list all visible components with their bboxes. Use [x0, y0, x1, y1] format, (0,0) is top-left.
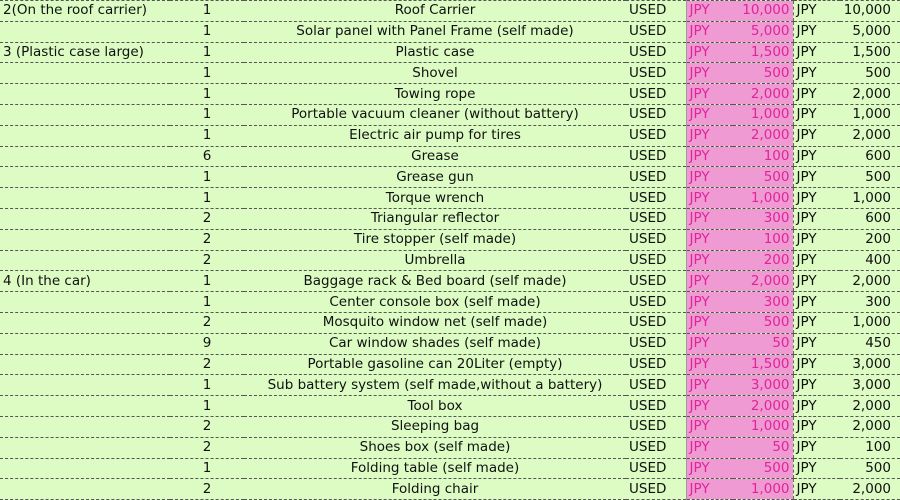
table-row	[0, 104, 900, 125]
table-row	[0, 84, 900, 105]
quantity-cell: 1	[170, 1, 244, 22]
total-amount-cell: 1,000	[840, 188, 900, 209]
total-currency-cell: JPY	[793, 437, 840, 458]
unit-price-cell: 500	[733, 63, 793, 84]
unit-price-currency-cell: JPY	[686, 208, 733, 229]
table-row	[0, 250, 900, 271]
table-row	[0, 271, 900, 292]
total-currency-cell: JPY	[793, 292, 840, 313]
unit-price-cell: 1,000	[733, 104, 793, 125]
condition-cell: USED	[626, 63, 686, 84]
category-cell	[0, 104, 170, 125]
total-currency-cell: JPY	[793, 229, 840, 250]
inventory-rows	[0, 1, 900, 500]
quantity-cell: 1	[170, 188, 244, 209]
condition-cell: USED	[626, 167, 686, 188]
unit-price-currency-cell: JPY	[686, 333, 733, 354]
quantity-cell: 2	[170, 437, 244, 458]
unit-price-currency-cell: JPY	[686, 84, 733, 105]
unit-price-cell: 10,000	[733, 1, 793, 22]
table-row	[0, 416, 900, 437]
item-name-cell: Mosquito window net (self made)	[244, 312, 626, 333]
table-row	[0, 458, 900, 479]
condition-cell: USED	[626, 229, 686, 250]
item-name-cell: Sleeping bag	[244, 416, 626, 437]
quantity-cell: 1	[170, 167, 244, 188]
total-currency-cell: JPY	[793, 42, 840, 63]
total-amount-cell: 1,000	[840, 104, 900, 125]
quantity-cell: 1	[170, 125, 244, 146]
category-cell: 3 (Plastic case large)	[0, 42, 170, 63]
category-cell: 4 (In the car)	[0, 271, 170, 292]
category-cell	[0, 250, 170, 271]
condition-cell: USED	[626, 1, 686, 22]
category-cell	[0, 312, 170, 333]
total-amount-cell: 2,000	[840, 271, 900, 292]
item-name-cell: Roof Carrier	[244, 1, 626, 22]
condition-cell: USED	[626, 375, 686, 396]
unit-price-currency-cell: JPY	[686, 188, 733, 209]
quantity-cell: 2	[170, 416, 244, 437]
quantity-cell: 1	[170, 271, 244, 292]
item-name-cell: Folding chair	[244, 479, 626, 500]
quantity-cell: 2	[170, 229, 244, 250]
category-cell	[0, 375, 170, 396]
unit-price-cell: 5,000	[733, 21, 793, 42]
unit-price-currency-cell: JPY	[686, 104, 733, 125]
item-name-cell: Portable gasoline can 20Liter (empty)	[244, 354, 626, 375]
category-cell	[0, 146, 170, 167]
table-row	[0, 42, 900, 63]
unit-price-cell: 500	[733, 458, 793, 479]
total-currency-cell: JPY	[793, 375, 840, 396]
table-row	[0, 1, 900, 22]
total-currency-cell: JPY	[793, 250, 840, 271]
unit-price-cell: 300	[733, 292, 793, 313]
total-amount-cell: 300	[840, 292, 900, 313]
unit-price-cell: 100	[733, 146, 793, 167]
unit-price-currency-cell: JPY	[686, 125, 733, 146]
item-name-cell: Torque wrench	[244, 188, 626, 209]
total-currency-cell: JPY	[793, 271, 840, 292]
category-cell	[0, 229, 170, 250]
table-row	[0, 229, 900, 250]
total-amount-cell: 500	[840, 167, 900, 188]
category-cell	[0, 292, 170, 313]
category-cell	[0, 479, 170, 500]
item-name-cell: Solar panel with Panel Frame (self made)	[244, 21, 626, 42]
unit-price-cell: 2,000	[733, 396, 793, 417]
unit-price-cell: 3,000	[733, 375, 793, 396]
unit-price-currency-cell: JPY	[686, 42, 733, 63]
total-currency-cell: JPY	[793, 333, 840, 354]
total-amount-cell: 5,000	[840, 21, 900, 42]
item-name-cell: Baggage rack & Bed board (self made)	[244, 271, 626, 292]
item-name-cell: Car window shades (self made)	[244, 333, 626, 354]
quantity-cell: 1	[170, 63, 244, 84]
unit-price-currency-cell: JPY	[686, 437, 733, 458]
category-cell	[0, 458, 170, 479]
total-amount-cell: 500	[840, 63, 900, 84]
total-amount-cell: 2,000	[840, 84, 900, 105]
total-currency-cell: JPY	[793, 396, 840, 417]
unit-price-cell: 50	[733, 333, 793, 354]
total-amount-cell: 600	[840, 146, 900, 167]
quantity-cell: 6	[170, 146, 244, 167]
unit-price-currency-cell: JPY	[686, 416, 733, 437]
unit-price-cell: 500	[733, 312, 793, 333]
total-amount-cell: 3,000	[840, 354, 900, 375]
category-cell	[0, 84, 170, 105]
item-name-cell: Plastic case	[244, 42, 626, 63]
unit-price-currency-cell: JPY	[686, 21, 733, 42]
category-cell	[0, 21, 170, 42]
condition-cell: USED	[626, 396, 686, 417]
category-cell	[0, 125, 170, 146]
unit-price-cell: 2,000	[733, 125, 793, 146]
item-name-cell: Shoes box (self made)	[244, 437, 626, 458]
quantity-cell: 1	[170, 292, 244, 313]
category-cell: 2(On the roof carrier)	[0, 1, 170, 22]
total-currency-cell: JPY	[793, 1, 840, 22]
category-cell	[0, 437, 170, 458]
condition-cell: USED	[626, 437, 686, 458]
quantity-cell: 2	[170, 208, 244, 229]
unit-price-cell: 1,000	[733, 479, 793, 500]
unit-price-cell: 2,000	[733, 84, 793, 105]
item-name-cell: Triangular reflector	[244, 208, 626, 229]
unit-price-cell: 1,500	[733, 354, 793, 375]
total-amount-cell: 400	[840, 250, 900, 271]
unit-price-currency-cell: JPY	[686, 146, 733, 167]
item-name-cell: Tool box	[244, 396, 626, 417]
total-amount-cell: 100	[840, 437, 900, 458]
condition-cell: USED	[626, 479, 686, 500]
unit-price-currency-cell: JPY	[686, 229, 733, 250]
table-row	[0, 375, 900, 396]
condition-cell: USED	[626, 21, 686, 42]
category-cell	[0, 354, 170, 375]
item-name-cell: Sub battery system (self made,without a battery)	[244, 375, 626, 396]
condition-cell: USED	[626, 208, 686, 229]
item-name-cell: Umbrella	[244, 250, 626, 271]
quantity-cell: 2	[170, 354, 244, 375]
total-currency-cell: JPY	[793, 479, 840, 500]
item-name-cell: Tire stopper (self made)	[244, 229, 626, 250]
total-amount-cell: 450	[840, 333, 900, 354]
total-amount-cell: 2,000	[840, 479, 900, 500]
condition-cell: USED	[626, 333, 686, 354]
table-row	[0, 354, 900, 375]
unit-price-currency-cell: JPY	[686, 396, 733, 417]
total-amount-cell: 10,000	[840, 1, 900, 22]
condition-cell: USED	[626, 458, 686, 479]
condition-cell: USED	[626, 188, 686, 209]
unit-price-cell: 500	[733, 167, 793, 188]
quantity-cell: 1	[170, 84, 244, 105]
unit-price-currency-cell: JPY	[686, 458, 733, 479]
category-cell	[0, 63, 170, 84]
unit-price-currency-cell: JPY	[686, 375, 733, 396]
item-name-cell: Shovel	[244, 63, 626, 84]
total-currency-cell: JPY	[793, 208, 840, 229]
condition-cell: USED	[626, 146, 686, 167]
total-currency-cell: JPY	[793, 146, 840, 167]
condition-cell: USED	[626, 42, 686, 63]
unit-price-cell: 300	[733, 208, 793, 229]
total-amount-cell: 2,000	[840, 125, 900, 146]
unit-price-currency-cell: JPY	[686, 292, 733, 313]
item-name-cell: Grease	[244, 146, 626, 167]
table-row	[0, 167, 900, 188]
unit-price-currency-cell: JPY	[686, 271, 733, 292]
unit-price-currency-cell: JPY	[686, 354, 733, 375]
total-currency-cell: JPY	[793, 104, 840, 125]
table-row	[0, 312, 900, 333]
total-amount-cell: 1,500	[840, 42, 900, 63]
unit-price-currency-cell: JPY	[686, 167, 733, 188]
quantity-cell: 2	[170, 479, 244, 500]
table-row	[0, 125, 900, 146]
item-name-cell: Portable vacuum cleaner (without battery)	[244, 104, 626, 125]
category-cell	[0, 416, 170, 437]
condition-cell: USED	[626, 104, 686, 125]
condition-cell: USED	[626, 250, 686, 271]
unit-price-currency-cell: JPY	[686, 250, 733, 271]
table-row	[0, 188, 900, 209]
quantity-cell: 1	[170, 396, 244, 417]
condition-cell: USED	[626, 125, 686, 146]
condition-cell: USED	[626, 292, 686, 313]
condition-cell: USED	[626, 84, 686, 105]
unit-price-cell: 100	[733, 229, 793, 250]
total-currency-cell: JPY	[793, 354, 840, 375]
table-row	[0, 292, 900, 313]
unit-price-currency-cell: JPY	[686, 63, 733, 84]
table-row	[0, 333, 900, 354]
total-currency-cell: JPY	[793, 84, 840, 105]
condition-cell: USED	[626, 416, 686, 437]
quantity-cell: 2	[170, 250, 244, 271]
quantity-cell: 1	[170, 21, 244, 42]
total-currency-cell: JPY	[793, 458, 840, 479]
quantity-cell: 1	[170, 104, 244, 125]
unit-price-cell: 2,000	[733, 271, 793, 292]
quantity-cell: 2	[170, 312, 244, 333]
category-cell	[0, 396, 170, 417]
total-amount-cell: 600	[840, 208, 900, 229]
total-currency-cell: JPY	[793, 125, 840, 146]
unit-price-cell: 200	[733, 250, 793, 271]
total-amount-cell: 200	[840, 229, 900, 250]
total-currency-cell: JPY	[793, 63, 840, 84]
total-amount-cell: 500	[840, 458, 900, 479]
total-currency-cell: JPY	[793, 167, 840, 188]
unit-price-cell: 1,000	[733, 416, 793, 437]
unit-price-cell: 1,500	[733, 42, 793, 63]
total-amount-cell: 2,000	[840, 416, 900, 437]
table-row	[0, 21, 900, 42]
condition-cell: USED	[626, 354, 686, 375]
table-row	[0, 146, 900, 167]
total-currency-cell: JPY	[793, 188, 840, 209]
item-name-cell: Electric air pump for tires	[244, 125, 626, 146]
quantity-cell: 9	[170, 333, 244, 354]
total-currency-cell: JPY	[793, 21, 840, 42]
table-row	[0, 479, 900, 500]
total-amount-cell: 3,000	[840, 375, 900, 396]
item-name-cell: Center console box (self made)	[244, 292, 626, 313]
unit-price-currency-cell: JPY	[686, 1, 733, 22]
quantity-cell: 1	[170, 42, 244, 63]
quantity-cell: 1	[170, 458, 244, 479]
category-cell	[0, 333, 170, 354]
condition-cell: USED	[626, 312, 686, 333]
total-currency-cell: JPY	[793, 312, 840, 333]
unit-price-cell: 50	[733, 437, 793, 458]
item-name-cell: Folding table (self made)	[244, 458, 626, 479]
quantity-cell: 1	[170, 375, 244, 396]
unit-price-cell: 1,000	[733, 188, 793, 209]
total-amount-cell: 1,000	[840, 312, 900, 333]
table-row	[0, 63, 900, 84]
item-name-cell: Towing rope	[244, 84, 626, 105]
unit-price-currency-cell: JPY	[686, 479, 733, 500]
total-currency-cell: JPY	[793, 416, 840, 437]
category-cell	[0, 167, 170, 188]
condition-cell: USED	[626, 271, 686, 292]
table-row	[0, 437, 900, 458]
total-amount-cell: 2,000	[840, 396, 900, 417]
table-row	[0, 396, 900, 417]
unit-price-currency-cell: JPY	[686, 312, 733, 333]
category-cell	[0, 188, 170, 209]
category-cell	[0, 208, 170, 229]
item-name-cell: Grease gun	[244, 167, 626, 188]
table-row	[0, 208, 900, 229]
